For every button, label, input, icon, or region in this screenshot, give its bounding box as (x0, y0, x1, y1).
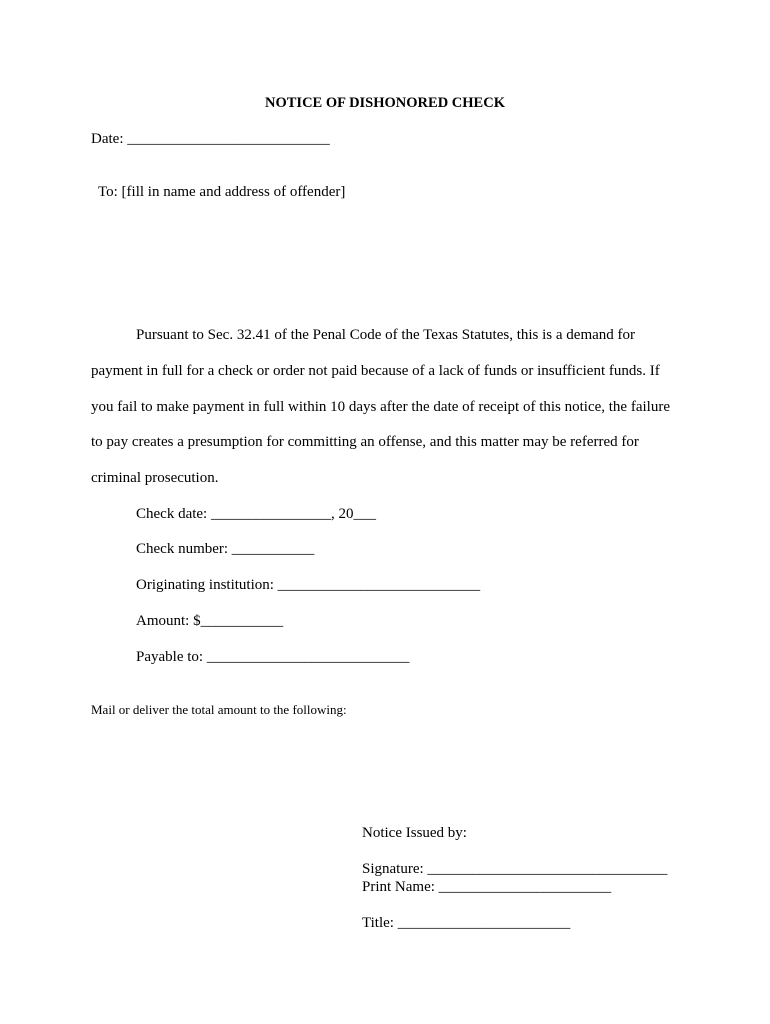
to-line: To: [fill in name and address of offender] (98, 184, 346, 200)
document-title: NOTICE OF DISHONORED CHECK (265, 95, 505, 111)
body-line-2: payment in full for a check or order not paid because of a lack of funds or insufficient funds. If (91, 363, 660, 379)
payable-to-field: Payable to: ___________________________ (136, 649, 410, 665)
signature-field: Signature: ________________________________ (362, 861, 668, 877)
date-line: Date: ___________________________ (91, 131, 330, 147)
check-number-field: Check number: ___________ (136, 541, 315, 557)
body-line-1: Pursuant to Sec. 32.41 of the Penal Code of the Texas Statutes, this is a demand for (136, 327, 636, 343)
body-line-4: to pay creates a presumption for committing an offense, and this matter may be referred for (91, 434, 639, 450)
check-date-field: Check date: ________________, 20___ (136, 506, 376, 522)
body-line-3: you fail to make payment in full within 10 days after the date of receipt of this notice, the failure (91, 399, 670, 415)
issuer-heading: Notice Issued by: (362, 825, 467, 841)
body-line-5: criminal prosecution. (91, 470, 219, 486)
issuer-title-field: Title: _______________________ (362, 915, 571, 931)
print-name-field: Print Name: _______________________ (362, 879, 612, 895)
mail-instruction: Mail or deliver the total amount to the following: (91, 702, 347, 717)
amount-field: Amount: $___________ (136, 613, 284, 629)
originating-institution-field: Originating institution: ___________________________ (136, 577, 481, 593)
